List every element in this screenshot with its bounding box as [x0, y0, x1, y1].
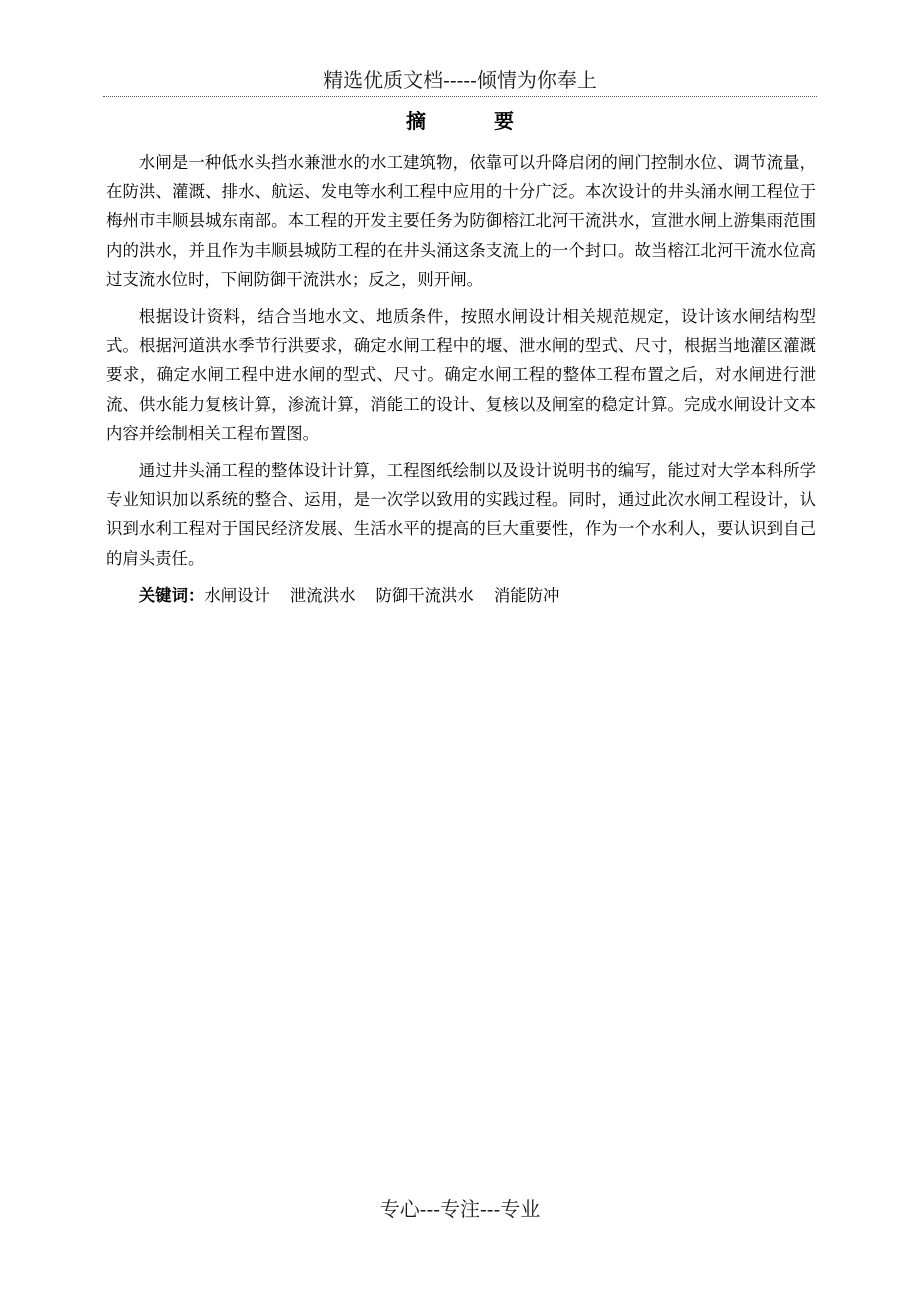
- abstract-title-char-2: 要: [494, 109, 514, 133]
- keyword-4: 消能防冲: [493, 585, 560, 605]
- keyword-3: 防御干流洪水: [375, 585, 474, 605]
- header-divider: [103, 96, 817, 97]
- page-header: 精选优质文档-----倾情为你奉上: [323, 68, 597, 92]
- keyword-2: 泄流洪水: [289, 585, 356, 605]
- abstract-title-char-1: 摘: [406, 109, 426, 133]
- abstract-paragraph-2: 根据设计资料，结合当地水文、地质条件，按照水闸设计相关规范规定，设计该水闸结构型式。根据河道洪水季节行洪要求，确定水闸工程中的堰、泄水闸的型式、尺寸，根据当地灌区灌溉要求，确定水闸工程中进水闸的型式、尺寸。确定水闸工程的整体工程布置之后，对水闸进行泄流、供水能力复核计算，渗流计算，消能工的设计、复核以及闸室的稳定计算。完成水闸设计文本内容并绘制相关工程布置图。: [106, 307, 816, 443]
- abstract-title: [0, 107, 920, 135]
- abstract-body: [106, 148, 816, 610]
- keywords-label: 关键词：: [138, 585, 205, 605]
- keywords-line: [106, 581, 816, 610]
- keyword-1: 水闸设计: [204, 585, 270, 605]
- abstract-paragraph-1: 水闸是一种低水头挡水兼泄水的水工建筑物，依靠可以升降启闭的闸门控制水位、调节流量，在防洪、灌溉、排水、航运、发电等水利工程中应用的十分广泛。本次设计的井头涌水闸工程位于梅州市丰顺县城东南部。本工程的开发主要任务为防御榕江北河干流洪水，宣泄水闸上游集雨范围内的洪水，并且作为丰顺县城防工程的在井头涌这条支流上的一个封口。故当榕江北河干流水位高过支流水位时，下闸防御干流洪水；反之，则开闸。: [106, 153, 816, 289]
- abstract-paragraph-3: 通过井头涌工程的整体设计计算，工程图纸绘制以及设计说明书的编写，能过对大学本科所学专业知识加以系统的整合、运用，是一次学以致用的实践过程。同时，通过此次水闸工程设计，认识到水利工程对于国民经济发展、生活水平的提高的巨大重要性，作为一个水利人，要认识到自己的肩头责任。: [106, 461, 816, 568]
- page-footer: 专心---专注---专业: [379, 1197, 541, 1221]
